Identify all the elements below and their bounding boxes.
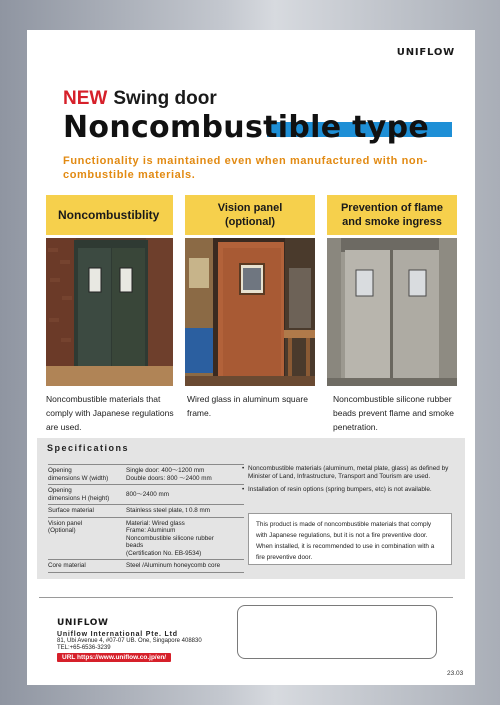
photo-vision-panel-door	[185, 238, 315, 386]
company-tel: TEL:+65-6536-3239	[57, 645, 111, 651]
bullet-icon: •	[242, 486, 245, 494]
feature-text-flame-prevention: Noncombustible silicone rubber beads prevent flame and smoke penetration.	[333, 394, 454, 432]
feature-heading-noncombustibility: Noncombustiblity	[46, 195, 173, 235]
table-row	[48, 517, 244, 560]
footer-divider	[39, 597, 453, 598]
specifications-panel	[37, 438, 465, 579]
flyer-page	[27, 30, 475, 685]
company-address: 81, Ubi Avenue 4, #07-07 UB. One, Singapore 408830	[57, 638, 202, 644]
document-code: 23.03	[447, 670, 464, 677]
company-info	[57, 631, 202, 652]
page-subtitle	[63, 88, 217, 110]
spec-value: Stainless steel plate, t 0.8 mm	[126, 505, 244, 518]
dealer-stamp-box	[237, 605, 437, 659]
table-row	[48, 485, 244, 505]
photo-noncombustible-door	[46, 238, 173, 386]
website-link[interactable]: URL https://www.uniflow.co.jp/en/	[57, 653, 171, 662]
spec-key: Vision panel (Optional)	[48, 517, 126, 560]
spec-value: 800～2400 mm	[126, 485, 244, 505]
note-item: • Installation of resin options (spring bumpers, etc) is not available.	[242, 486, 432, 494]
page-title: Noncombustible type	[63, 110, 430, 145]
table-row	[48, 465, 244, 485]
tagline: Functionality is maintained even when manufactured with non-combustible materials.	[63, 155, 428, 181]
feature-text-vision-panel: Wired glass in aluminum square frame.	[187, 394, 308, 418]
new-badge: NEW	[63, 88, 108, 109]
feature-heading-vision-panel: Vision panel (optional)	[185, 195, 315, 235]
photo-stainless-door	[327, 238, 457, 386]
footer-uniflow-logo: UNIFLOW	[57, 618, 109, 628]
spec-key: Opening dimensions H (height)	[48, 485, 126, 505]
table-row	[48, 560, 244, 573]
specification-notes	[242, 465, 456, 500]
company-name: Uniflow International Pte. Ltd	[57, 631, 178, 638]
note-item: • Noncombustible materials (aluminum, metal plate, glass) as defined by Minister of Land, Infrastructure, Transport and Tourism are used.	[242, 465, 449, 481]
specifications-title: Specifications	[47, 443, 130, 453]
spec-value: Material: Wired glass Frame: Aluminum Noncombustible silicone rubber beads (Certification No. EB-9534)	[126, 517, 244, 560]
spec-value: Steel /Aluminum honeycomb core	[126, 560, 244, 573]
spec-key: Surface material	[48, 505, 126, 518]
feature-heading-flame-prevention: Prevention of flame and smoke ingress	[327, 195, 457, 235]
specifications-table	[48, 464, 244, 573]
spec-key: Opening dimensions W (width)	[48, 465, 126, 485]
bullet-icon: •	[242, 465, 245, 472]
feature-text-noncombustibility: Noncombustible materials that comply with Japanese regulations are used.	[46, 394, 174, 432]
spec-key: Core material	[48, 560, 126, 573]
product-name: Swing door	[113, 88, 217, 109]
uniflow-logo: UNIFLOW	[396, 47, 455, 58]
table-row	[48, 505, 244, 518]
fire-door-notice: This product is made of noncombustible materials that comply with Japanese regulations, but it is not a fire preventive door. When installed, it is recommended to use in combination with a fire preventive door.	[248, 513, 452, 565]
spec-value: Single door: 400～1200 mm Double doors: 800 ～2400 mm	[126, 465, 244, 485]
